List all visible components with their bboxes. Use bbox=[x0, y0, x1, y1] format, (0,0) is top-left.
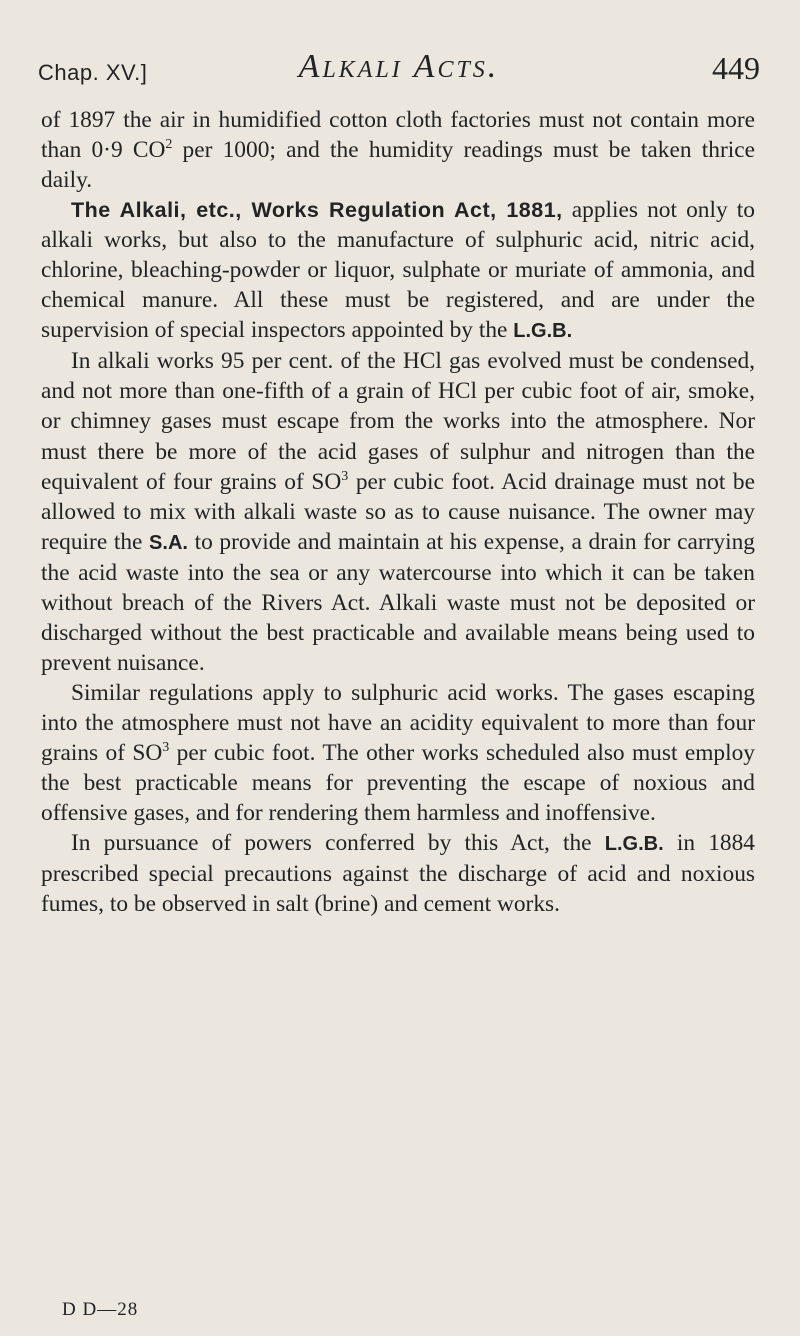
paragraph-2-text-a: applies not only to alkali works, but also to the manufacture of sulphuric acid, nitric acid, chlorine, bleaching-powder or liquor, sulphate or muriate of ammonia, and chemical manure. All these must be registered, and are under the supervision of special inspectors appointed by the bbox=[41, 197, 755, 344]
signature-mark: D D—28 bbox=[62, 1299, 139, 1320]
page-number: 449 bbox=[712, 50, 760, 86]
running-title: Alkali Acts. bbox=[298, 48, 500, 85]
paragraph-5-text-b: in 1884 prescribed special precautions against the discharge of acid and noxious fumes, to be observed in salt (brine) and cement works. bbox=[41, 830, 755, 918]
paragraph-3-text-b: per cubic foot. Acid drainage must not be allowed to mix with alkali waste so as to cause nuisance. The owner may require the bbox=[41, 468, 755, 555]
superscript: 3 bbox=[162, 739, 170, 755]
body-text bbox=[41, 105, 755, 919]
paragraph-2 bbox=[41, 195, 755, 346]
abbreviation: L.G.B. bbox=[604, 833, 664, 856]
abbreviation: S.A. bbox=[149, 531, 188, 554]
paragraph-4 bbox=[41, 678, 755, 828]
paragraph-3-text-c: to provide and maintain at his expense, a drain for carrying the acid waste into the sea or any watercourse into which it can be taken without breach of the Rivers Act. Alkali waste must not be deposited or discharged without the best practicable and available means being used to prevent nuisance. bbox=[41, 528, 755, 676]
superscript: 2 bbox=[165, 137, 173, 153]
running-head bbox=[38, 48, 760, 88]
paragraph-1-text-b: per 1000; and the humidity readings must be taken thrice daily. bbox=[41, 137, 755, 194]
paragraph-3-text-a: In alkali works 95 per cent. of the HCl gas evolved must be condensed, and not more than one-fifth of a grain of HCl per cubic foot of air, smoke, or chimney gases must escape from the works into the atmosphere. Nor must there be more of the acid gases of sulphur and nitrogen than the equivalent of four grains of SO bbox=[41, 348, 755, 495]
paragraph-1 bbox=[41, 105, 755, 195]
paragraph-5 bbox=[41, 828, 755, 919]
paragraph-4-text-b: per cubic foot. The other works scheduled also must employ the best practicable means for preventing the escape of noxious and offensive gases, and for rendering them harmless and inoffensive. bbox=[41, 739, 755, 827]
paragraph-1-text-a: of 1897 the air in humidified cotton cloth factories must not contain more than 0·9 CO bbox=[41, 107, 755, 164]
paragraph-3 bbox=[41, 346, 755, 678]
superscript: 3 bbox=[341, 468, 349, 484]
act-heading: The Alkali, etc., Works Regulation Act, 1881, bbox=[71, 198, 563, 223]
paragraph-4-text-a: Similar regulations apply to sulphuric acid works. The gases escaping into the atmosphere must not have an acidity equivalent to more than four grains of SO bbox=[41, 679, 755, 766]
chapter-label: Chap. XV.] bbox=[38, 60, 148, 85]
abbreviation: L.G.B. bbox=[513, 320, 573, 343]
paragraph-5-text-a: In pursuance of powers conferred by this Act, the bbox=[71, 830, 605, 857]
